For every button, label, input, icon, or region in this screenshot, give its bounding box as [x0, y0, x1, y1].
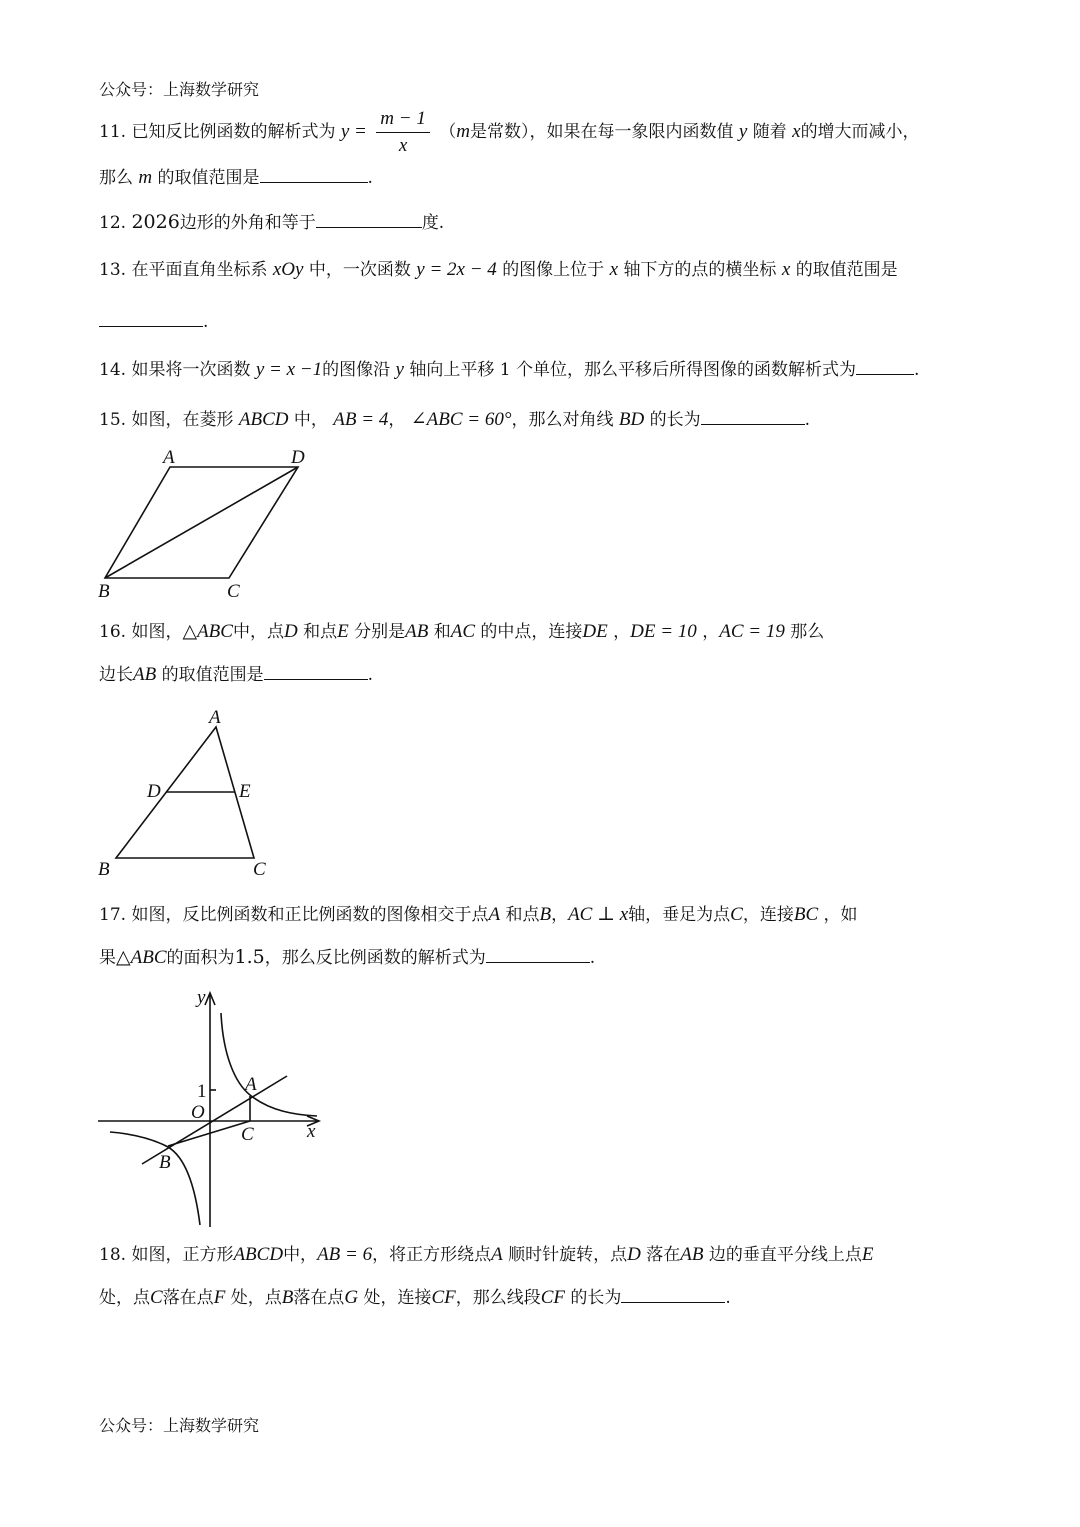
q15-end: . — [804, 410, 811, 430]
q11-fraction — [376, 106, 430, 159]
question-17-line-1 — [99, 903, 858, 927]
q17-text: ，那么反比例函数的解析式为 — [264, 948, 486, 968]
q11-text: 是常数），如果在每一象限内函数值 — [469, 122, 734, 142]
q14-var-y: y — [395, 359, 404, 380]
triangle-midline-figure — [95, 703, 295, 883]
q11-var-x: x — [792, 121, 801, 142]
q11-var-m: m — [138, 167, 153, 188]
q15-angle: ∠ABC = 60° — [410, 409, 512, 430]
label-C: C — [227, 581, 240, 602]
q16-triangle: △ABC — [182, 621, 233, 642]
label-B: B — [159, 1152, 171, 1173]
q16-text: 的中点，连接 — [480, 622, 583, 642]
q18-cf: CF — [431, 1287, 456, 1308]
answer-blank[interactable] — [701, 408, 805, 425]
q17-end: . — [589, 948, 596, 968]
q13-end: . — [203, 312, 209, 332]
q16-ac: AC — [450, 621, 476, 642]
q15-text: 中， — [293, 410, 328, 430]
q17-b: B — [539, 904, 552, 925]
q18-text: 中， — [283, 1245, 318, 1265]
q17-text: 的面积为 — [166, 948, 235, 968]
q18-d: D — [627, 1244, 641, 1265]
question-18-line-2 — [99, 1286, 731, 1310]
q16-d: D — [283, 621, 298, 642]
q17-bc: BC — [793, 904, 819, 925]
hyperbola-branch-1 — [221, 1013, 317, 1116]
q13-text: 在平面直角坐标系 — [131, 260, 268, 280]
q17-area: 1.5 — [234, 946, 265, 968]
q15-abcd: ABCD — [238, 409, 289, 430]
q18-text: 顺时针旋转，点 — [508, 1245, 628, 1265]
q18-number: 18. — [99, 1245, 127, 1265]
q11-end: . — [367, 168, 373, 188]
q13-text: 轴下方的点的横坐标 — [623, 260, 777, 280]
question-11-line-1 — [99, 106, 920, 159]
q11-text: 已知反比例函数的解析式为 — [131, 122, 336, 142]
q13-text: 的取值范围是 — [795, 260, 898, 280]
q17-perp: AC ⊥ x — [568, 904, 629, 925]
q18-text: 落在点 — [162, 1288, 214, 1308]
q16-end: . — [367, 665, 374, 685]
q11-frac-denominator: x — [398, 135, 408, 156]
q16-text: 和 — [433, 622, 451, 642]
q12-value: 2026 — [131, 211, 180, 233]
q17-c: C — [730, 904, 743, 925]
q18-e: E — [861, 1244, 874, 1265]
q13-var-x: x — [781, 259, 791, 280]
label-y: y — [197, 987, 206, 1008]
q18-text: 处，连接 — [363, 1288, 432, 1308]
q18-text: 落在点 — [293, 1288, 345, 1308]
answer-blank[interactable] — [856, 358, 914, 375]
rhombus-diagonal-bd — [105, 467, 298, 578]
label-E: E — [239, 781, 251, 802]
q11-var-y: y — [738, 121, 748, 142]
q14-text: 如果将一次函数 — [131, 360, 251, 380]
q14-text: 轴向上平移 1 个单位，那么平移后所得图像的函数解析式为 — [409, 360, 856, 380]
label-B: B — [98, 581, 110, 602]
footer-text: 公众号：上海数学研究 — [99, 1416, 260, 1435]
q13-var-x: x — [609, 259, 619, 280]
q16-ab: AB — [133, 664, 157, 685]
q15-text: ， — [388, 410, 406, 430]
q13-text: 中，一次函数 — [308, 260, 411, 280]
question-18-line-1 — [99, 1243, 874, 1267]
q15-ab: AB = 4 — [333, 409, 389, 430]
q17-text: 如图，反比例函数和正比例函数的图像相交于点 — [131, 905, 489, 925]
q15-text: ，那么对角线 — [511, 410, 614, 430]
question-13-line-1 — [99, 258, 898, 282]
q18-text: ，那么线段 — [455, 1288, 541, 1308]
q11-text: 那么 — [99, 168, 133, 188]
q14-end: . — [914, 360, 920, 380]
label-A: A — [163, 447, 175, 468]
q14-number: 14. — [99, 360, 127, 380]
q16-text: 和点 — [303, 622, 338, 642]
q11-text: 随着 — [752, 122, 787, 142]
q17-text: 果 — [99, 948, 116, 968]
q15-bd: BD — [618, 409, 645, 430]
q18-text: 处，点 — [230, 1288, 282, 1308]
q16-text: 中，点 — [232, 622, 284, 642]
label-one: 1 — [197, 1081, 207, 1102]
q17-number: 17. — [99, 905, 127, 925]
question-15 — [99, 408, 810, 432]
q13-number: 13. — [99, 260, 127, 280]
rhombus-figure — [95, 445, 335, 605]
q15-text: 如图，在菱形 — [131, 410, 234, 430]
q12-text: 度. — [421, 213, 445, 233]
q11-text: 的增大而减小， — [800, 122, 920, 142]
q18-b: B — [281, 1287, 294, 1308]
q18-end: . — [725, 1288, 731, 1308]
q18-g: G — [344, 1287, 359, 1308]
q18-text: 如图，正方形 — [131, 1245, 234, 1265]
q11-var-m: m — [456, 121, 470, 142]
question-11-line-2 — [99, 166, 373, 190]
q16-de: DE — [582, 621, 608, 642]
answer-blank[interactable] — [260, 166, 368, 183]
q18-text: 落在 — [646, 1245, 681, 1265]
q11-text: （ — [439, 122, 457, 142]
question-14 — [99, 358, 919, 382]
label-C: C — [253, 859, 266, 880]
q17-text: 和点 — [505, 905, 540, 925]
q18-text: 的长为 — [570, 1288, 622, 1308]
q17-text: ， — [551, 905, 569, 925]
q17-text: 轴，垂足为点 — [628, 905, 731, 925]
q16-text: 的取值范围是 — [161, 665, 264, 685]
label-A: A — [209, 707, 221, 728]
q13-xoy: xOy — [272, 259, 304, 280]
q12-number: 12. — [99, 213, 127, 233]
proportional-line — [142, 1076, 287, 1164]
question-16-line-1 — [99, 620, 824, 644]
hyperbola-branch-2 — [110, 1132, 200, 1225]
q16-text: ， — [613, 622, 631, 642]
q14-equation: y = x −1 — [255, 359, 323, 380]
q16-text: 如图， — [131, 622, 183, 642]
label-D: D — [291, 447, 305, 468]
q18-f: F — [213, 1287, 226, 1308]
label-B: B — [98, 859, 110, 880]
answer-blank[interactable] — [99, 310, 203, 327]
q15-text: 的长为 — [649, 410, 701, 430]
q17-triangle: △ABC — [116, 947, 167, 968]
q16-e: E — [337, 621, 349, 642]
segment-bc — [168, 1121, 250, 1146]
q18-a: A — [491, 1244, 503, 1265]
q18-ab: AB — [680, 1244, 704, 1265]
q12-text: 边形的外角和等于 — [179, 213, 316, 233]
label-x: x — [307, 1121, 316, 1142]
q16-text: 边长 — [99, 665, 133, 685]
question-13-line-2 — [99, 310, 208, 334]
q13-equation: y = 2x − 4 — [416, 259, 497, 280]
q17-text: ，如 — [823, 905, 858, 925]
q18-text: 处，点 — [99, 1288, 150, 1308]
header-text: 公众号：上海数学研究 — [99, 80, 260, 99]
q11-text: 的取值范围是 — [157, 168, 260, 188]
q14-text: 的图像沿 — [322, 360, 391, 380]
label-D: D — [147, 781, 161, 802]
q16-text: ， — [702, 622, 720, 642]
q18-ab6: AB = 6 — [317, 1244, 373, 1265]
q16-text: 分别是 — [354, 622, 406, 642]
q18-text: 边的垂直平分线上点 — [708, 1245, 862, 1265]
question-16-line-2 — [99, 663, 373, 687]
q16-text: 那么 — [790, 622, 825, 642]
label-C: C — [241, 1124, 254, 1145]
q16-number: 16. — [99, 622, 127, 642]
q16-ac19: AC = 19 — [719, 621, 785, 642]
q11-number: 11. — [99, 122, 127, 142]
answer-blank[interactable] — [316, 211, 422, 228]
label-A: A — [245, 1074, 257, 1095]
coordinate-figure — [95, 985, 355, 1225]
q17-text: ，连接 — [742, 905, 794, 925]
q15-number: 15. — [99, 410, 127, 430]
label-O: O — [191, 1102, 205, 1123]
q17-a: A — [488, 904, 501, 925]
answer-blank[interactable] — [264, 663, 368, 680]
q18-abcd: ABCD — [233, 1244, 284, 1265]
q18-cf: CF — [540, 1287, 566, 1308]
answer-blank[interactable] — [621, 1286, 725, 1303]
question-17-line-2 — [99, 945, 595, 970]
q16-ab: AB — [405, 621, 429, 642]
q11-y-eq: y = — [340, 121, 367, 142]
question-12 — [99, 210, 444, 235]
answer-blank[interactable] — [486, 946, 590, 963]
q18-text: ，将正方形绕点 — [372, 1245, 492, 1265]
q13-text: 的图像上位于 — [502, 260, 605, 280]
q16-de10: DE = 10 — [630, 621, 697, 642]
q11-frac-numerator: m − 1 — [376, 106, 430, 133]
q18-c: C — [150, 1287, 163, 1308]
